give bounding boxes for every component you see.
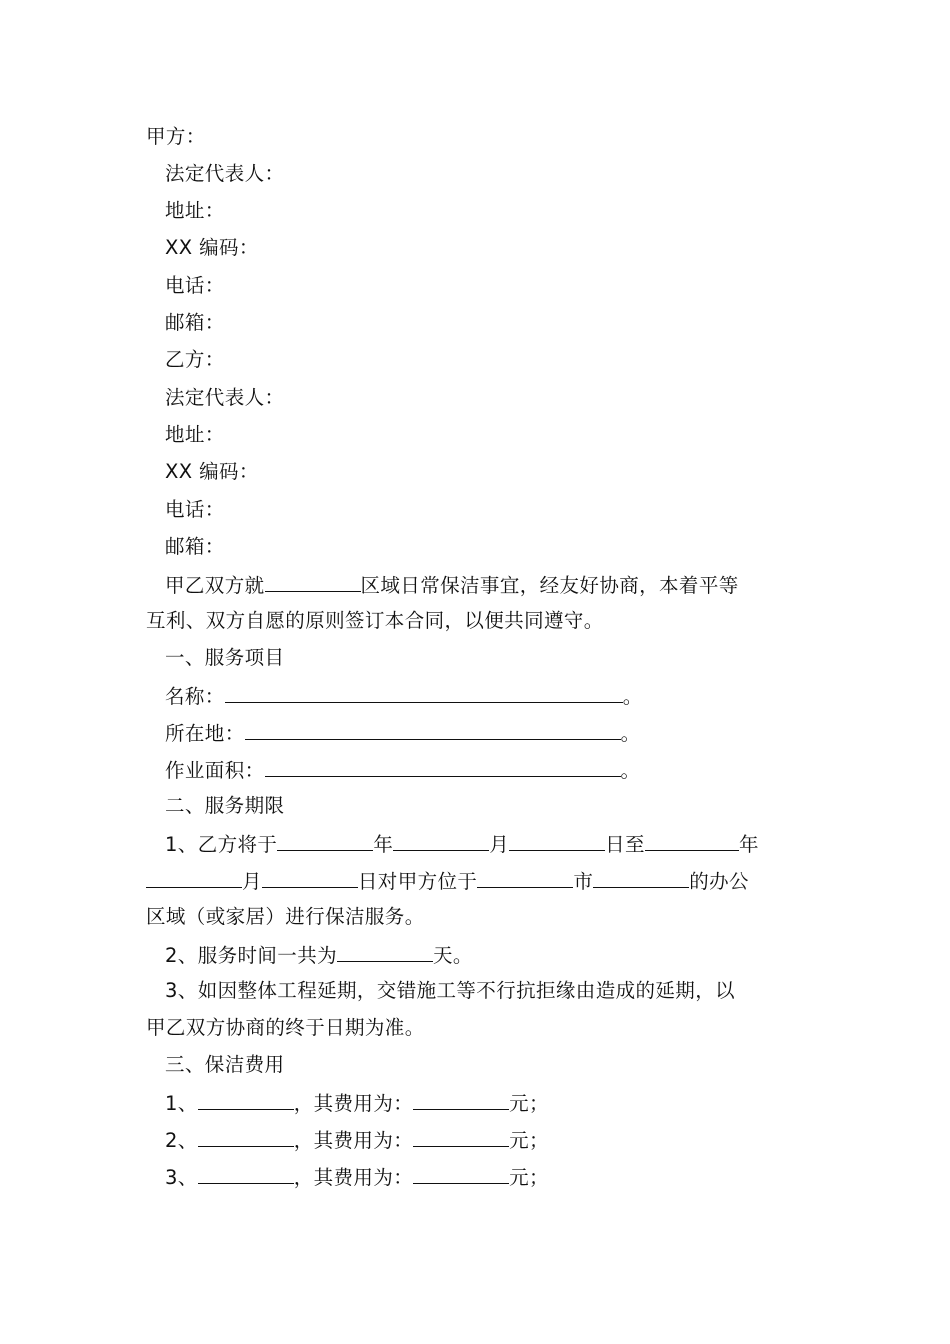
party-b-legal-rep: 法定代表人： — [165, 386, 285, 409]
fee-text: ，其费用为： — [293, 1166, 414, 1189]
term-text: 年 — [738, 833, 759, 856]
fee-item-blank[interactable] — [198, 1126, 294, 1147]
end-month-blank[interactable] — [146, 867, 242, 888]
term-text: 的办公 — [689, 870, 749, 893]
end-day-blank[interactable] — [262, 867, 358, 888]
term-item-1-line-1 — [165, 830, 829, 858]
city-blank[interactable] — [477, 867, 573, 888]
term-text: 1、乙方将于 — [165, 833, 278, 856]
start-month-blank[interactable] — [393, 830, 489, 851]
service-name-blank[interactable] — [225, 682, 623, 703]
office-blank[interactable] — [593, 867, 689, 888]
fee-number: 2、 — [165, 1129, 198, 1152]
service-location-blank[interactable] — [245, 719, 621, 740]
fee-unit: 元； — [509, 1166, 549, 1189]
term-item-1-line-3: 区域（或家居）进行保洁服务。 — [146, 905, 425, 928]
party-a-email: 邮箱： — [165, 311, 225, 334]
fee-row — [165, 1126, 829, 1154]
party-b-phone: 电话： — [165, 498, 225, 521]
fee-row — [165, 1089, 829, 1117]
start-day-blank[interactable] — [509, 830, 605, 851]
end-mark: 。 — [622, 685, 643, 708]
fee-amount-blank[interactable] — [413, 1089, 509, 1110]
section-1-title: 一、服务项目 — [165, 646, 285, 669]
term-text: 日对甲方位于 — [357, 870, 478, 893]
fee-item-blank[interactable] — [198, 1089, 294, 1110]
term-item-2 — [165, 941, 829, 969]
fee-amount-blank[interactable] — [413, 1126, 509, 1147]
end-mark: 。 — [620, 722, 641, 745]
preamble-line-2: 互利、双方自愿的原则签订本合同，以便共同遵守。 — [146, 609, 604, 632]
party-b-postcode: XX 编码： — [165, 460, 259, 483]
party-b-email: 邮箱： — [165, 535, 225, 558]
fee-number: 3、 — [165, 1166, 198, 1189]
preamble-text: 区域日常保洁事宜，经友好协商，本着平等 — [360, 574, 739, 597]
term-text: 日至 — [605, 833, 645, 856]
preamble-line-1 — [165, 571, 829, 599]
preamble-text: 甲乙双方就 — [165, 574, 265, 597]
term-text: 天。 — [433, 944, 473, 967]
term-text: 2、服务时间一共为 — [165, 944, 338, 967]
party-a-postcode: XX 编码： — [165, 236, 259, 259]
service-location-label: 所在地： — [165, 722, 245, 745]
party-a-legal-rep: 法定代表人： — [165, 162, 285, 185]
region-blank[interactable] — [265, 571, 361, 592]
fee-amount-blank[interactable] — [413, 1163, 509, 1184]
party-a-address: 地址： — [165, 199, 225, 222]
service-location-row — [165, 719, 829, 747]
end-year-blank[interactable] — [645, 830, 739, 851]
term-item-1-line-2 — [146, 867, 810, 895]
term-text: 市 — [573, 870, 594, 893]
term-text: 月 — [489, 833, 510, 856]
service-name-label: 名称： — [165, 685, 225, 708]
service-area-row — [165, 756, 829, 784]
fee-unit: 元； — [509, 1092, 549, 1115]
end-mark: 。 — [620, 759, 641, 782]
section-3-title: 三、保洁费用 — [165, 1053, 285, 1076]
party-a-heading: 甲方： — [146, 125, 206, 148]
term-text: 年 — [373, 833, 394, 856]
fee-text: ，其费用为： — [293, 1092, 414, 1115]
fee-unit: 元； — [509, 1129, 549, 1152]
fee-row — [165, 1163, 829, 1191]
party-a-phone: 电话： — [165, 274, 225, 297]
service-area-blank[interactable] — [265, 756, 621, 777]
start-year-blank[interactable] — [277, 830, 373, 851]
service-days-blank[interactable] — [337, 941, 433, 962]
section-2-title: 二、服务期限 — [165, 794, 285, 817]
party-b-address: 地址： — [165, 423, 225, 446]
service-name-row — [165, 682, 829, 710]
fee-number: 1、 — [165, 1092, 198, 1115]
service-area-label: 作业面积： — [165, 759, 265, 782]
party-b-heading: 乙方： — [165, 348, 225, 371]
term-item-3-line-2: 甲乙双方协商的终于日期为准。 — [146, 1016, 425, 1039]
term-item-3-line-1: 3、如因整体工程延期，交错施工等不行抗拒缘由造成的延期，以 — [165, 979, 736, 1002]
fee-text: ，其费用为： — [293, 1129, 414, 1152]
fee-item-blank[interactable] — [198, 1163, 294, 1184]
term-text: 月 — [242, 870, 262, 893]
